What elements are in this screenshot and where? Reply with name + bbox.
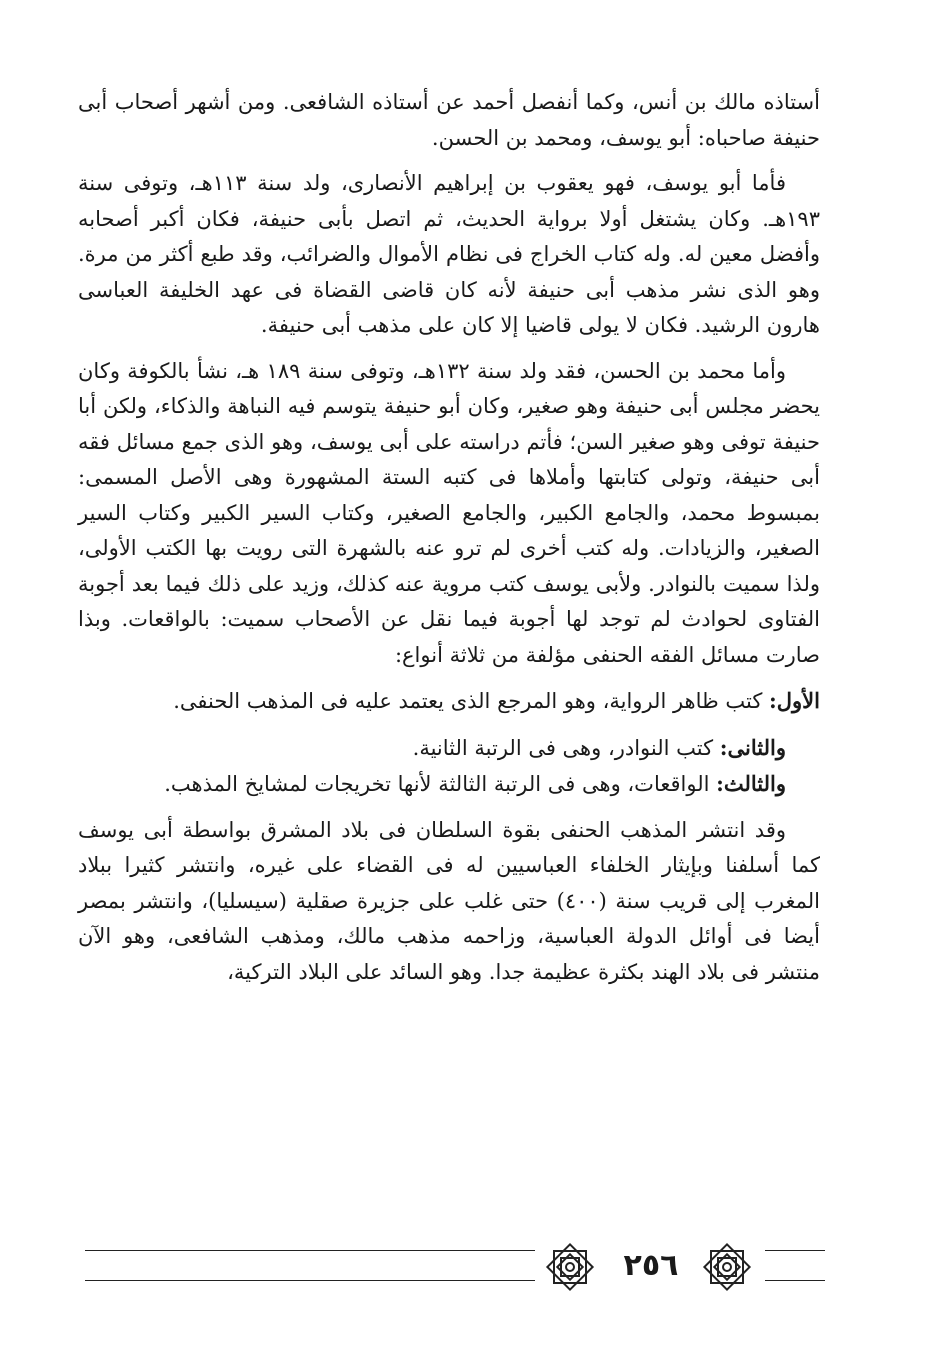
page-number: ٢٥٦ <box>623 1248 679 1283</box>
footer-rule-left-bottom <box>85 1280 535 1281</box>
footer-rule-left-top <box>85 1250 535 1251</box>
type-description: الواقعات، وهى فى الرتبة الثالثة لأنها تخريجات لمشايخ المذهب. <box>164 772 717 796</box>
star-ornament-icon <box>540 1238 600 1296</box>
footer-rule-right-top <box>765 1250 825 1251</box>
footer-rule-right-bottom <box>765 1280 825 1281</box>
type-item-1 <box>78 683 820 720</box>
type-item-3 <box>78 766 820 803</box>
paragraph-2: فأما أبو يوسف، فهو يعقوب بن إبراهيم الأنصارى، ولد سنة ١١٣هـ، وتوفى سنة ١٩٣هـ. وكان يشتغل أولا برواية الحديث، ثم اتصل بأبى حنيفة، فكان أكبر أصحابه وأفضل معين له. وله كتاب الخراج فى نظام الأموال والضرائب، وقد طبع أكثر من مرة. وهو الذى نشر مذهب أبى حنيفة لأنه كان قاضى القضاة فى عهد الخليفة العباسى هارون الرشيد. فكان لا يولى قاضيا إلا كان على مذهب أبى حنيفة. <box>78 171 820 337</box>
type-description: كتب النوادر، وهى فى الرتبة الثانية. <box>412 735 720 760</box>
type-description: كتب ظاهر الرواية، وهو المرجع الذى يعتمد عليه فى المذهب الحنفى. <box>173 689 770 713</box>
type-item-2 <box>78 730 820 767</box>
paragraph-closing: وقد انتشر المذهب الحنفى بقوة السلطان فى بلاد المشرق بواسطة أبى يوسف كما أسلفنا وبإيثار الخلفاء العباسيين له فى القضاء على غيره، وانتشر كثيرا ببلاد المغرب إلى قريب سنة (٤٠٠) حتى غلب على جزيرة صقلية (سيسليا)، وانتشر بمصر أيضا فى أوائل الدولة العباسية، وزاحمه مذهب مالك، ومذهب الشافعى، وهو الآن منتشر فى بلاد الهند بكثرة عظيمة جدا. وهو السائد على البلاد التركية، <box>78 817 820 984</box>
paragraph-1: أستاذه مالك بن أنس، وكما أنفصل أحمد عن أستاذه الشافعى. ومن أشهر أصحاب أبى حنيفة صاحباه: أبو يوسف، ومحمد بن الحسن. <box>78 90 820 150</box>
body-text <box>78 85 820 990</box>
type-term: والثانى: <box>719 734 786 760</box>
star-ornament-icon <box>697 1238 757 1296</box>
paragraph-3: وأما محمد بن الحسن، فقد ولد سنة ١٣٢هـ، وتوفى سنة ١٨٩ هـ، نشأ بالكوفة وكان يحضر مجلس أبى حنيفة وهو صغير، وكان أبو حنيفة يتوسم فيه النباهة والذكاء، ولكن أبا حنيفة توفى وهو صغير السن؛ فأتم دراسته على أبى يوسف، وهو الذى جمع مسائل فقه أبى حنيفة، وتولى كتابتها وأملاها فى كتبه الستة المشهورة وهى الأصل المسمى: بمبسوط محمد، والجامع الكبير، والجامع الصغير، وكتاب السير الكبير وكتاب السير الصغير، والزيادات. وله كتب أخرى لم ترو عنه بالشهرة التى رويت بها الكتب الأولى، ولذا سميت بالنوادر. ولأبى يوسف كتب مروية عنه كذلك، وزيد على ذلك فيما بعد أجوبة الفتاوى لحوادث لم توجد لها أجوبة فيما نقل عن الأصحاب سميت: بالواقعات. وبذا صارت مسائل الفقه الحنفى مؤلفة من ثلاثة أنواع: <box>78 358 820 667</box>
page-footer <box>85 1238 825 1298</box>
type-term: والثالث: <box>716 771 786 796</box>
type-term: الأول: <box>769 688 820 713</box>
